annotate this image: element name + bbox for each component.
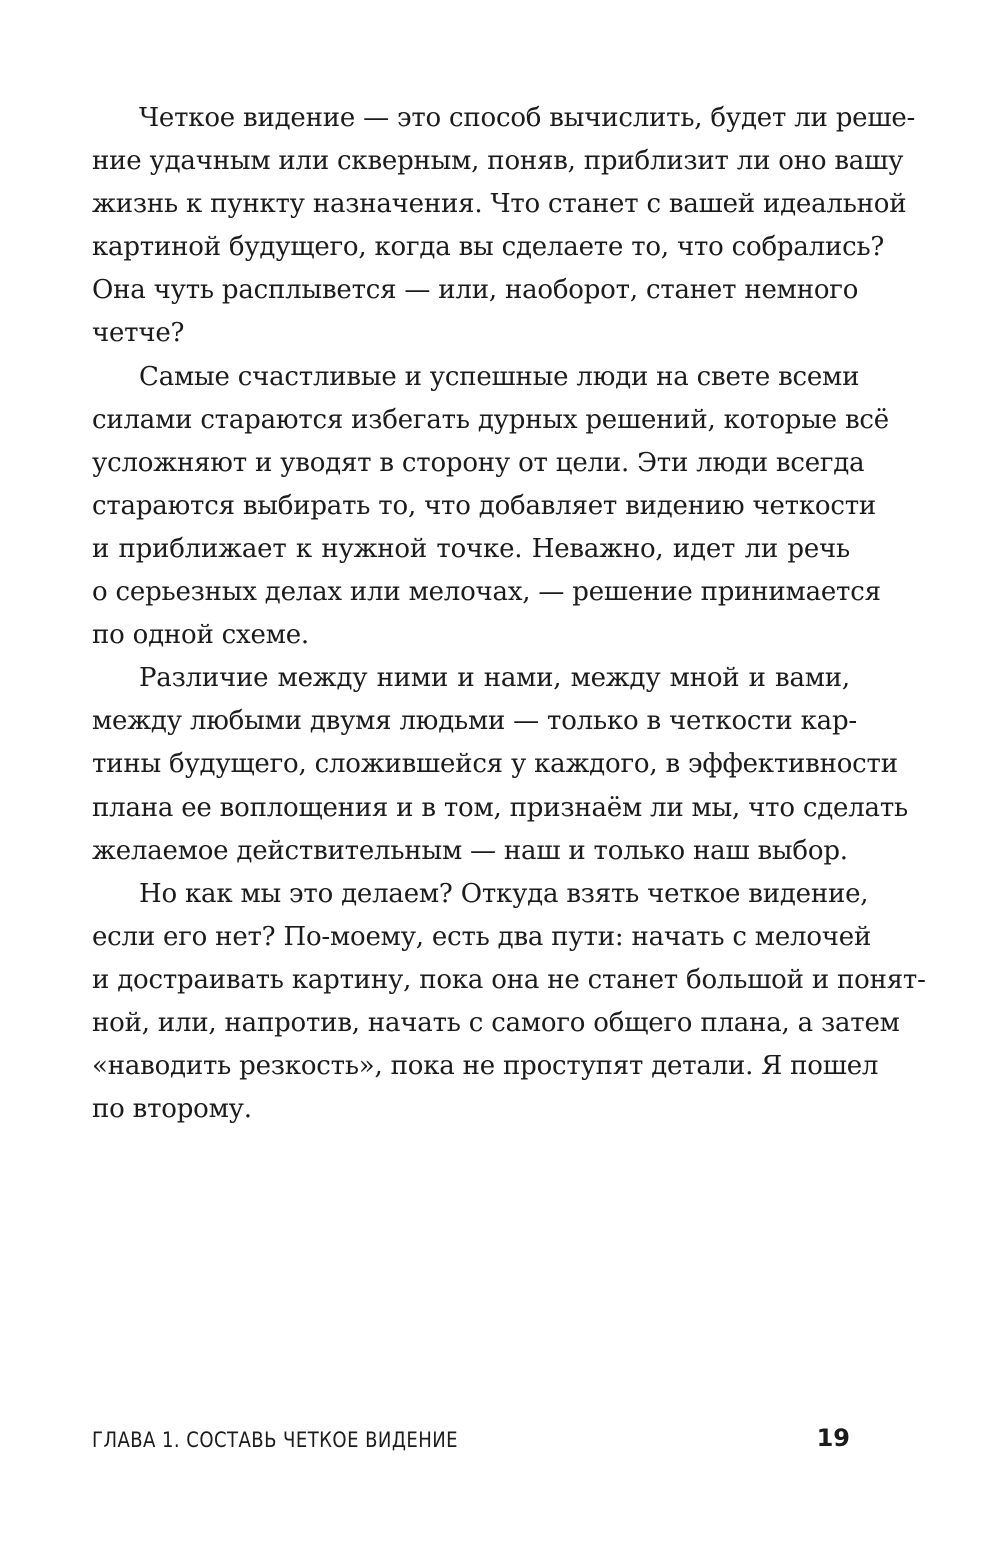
text-line: и достраивать картину, пока она не станет большой и понят- bbox=[92, 964, 926, 995]
paragraph bbox=[92, 97, 916, 356]
text-line: о серьезных делах или мелочах, — решение принимается bbox=[92, 577, 881, 608]
text-line: ние удачным или скверным, поняв, приблизит ли оно вашу bbox=[92, 146, 904, 177]
text-line: четче? bbox=[92, 318, 185, 349]
text-line: по второму. bbox=[92, 1094, 252, 1125]
text-line: Четкое видение — это способ вычислить, будет ли реше- bbox=[139, 103, 916, 133]
body-text bbox=[92, 97, 926, 1131]
paragraph bbox=[92, 873, 926, 1132]
text-line: Но как мы это делаем? Откуда взять четкое видение, bbox=[139, 878, 869, 909]
text-line: силами стараются избегать дурных решений, которые всё bbox=[92, 404, 889, 435]
paragraph bbox=[92, 356, 889, 658]
text-line: Различие между ними и нами, между мной и вами, bbox=[139, 663, 850, 694]
text-line: жизнь к пункту назначения. Что станет с вашей идеальной bbox=[92, 189, 907, 220]
text-line: и приближает к нужной точке. Неважно, идет ли речь bbox=[92, 533, 850, 564]
text-line: картиной будущего, когда вы сделаете то, что собрались? bbox=[92, 232, 885, 263]
text-line: тины будущего, сложившейся у каждого, в эффективности bbox=[92, 749, 898, 780]
page-number: 19 bbox=[816, 1424, 850, 1452]
text-line: усложняют и уводят в сторону от цели. Эти люди всегда bbox=[92, 447, 865, 478]
text-line: желаемое действительным — наш и только наш выбор. bbox=[92, 835, 848, 866]
text-line: Она чуть расплывется — или, наоборот, станет немного bbox=[92, 275, 859, 306]
text-line: Самые счастливые и успешные люди на свете всеми bbox=[139, 361, 860, 392]
running-footer-chapter-title: ГЛАВА 1. СОСТАВЬ ЧЕТКОЕ ВИДЕНИЕ bbox=[92, 1428, 459, 1452]
text-line: если его нет? По-моему, есть два пути: начать с мелочей bbox=[92, 921, 872, 952]
text-line: «наводить резкость», пока не проступят детали. Я пошел bbox=[92, 1051, 879, 1082]
paragraph bbox=[92, 657, 908, 872]
text-line: по одной схеме. bbox=[92, 620, 309, 651]
text-line: стараются выбирать то, что добавляет видению четкости bbox=[92, 490, 877, 521]
text-line: плана ее воплощения и в том, признаём ли мы, что сделать bbox=[92, 792, 908, 823]
text-line: между любыми двумя людьми — только в четкости кар- bbox=[92, 706, 858, 737]
text-line: ной, или, напротив, начать с самого общего плана, а затем bbox=[92, 1007, 900, 1038]
